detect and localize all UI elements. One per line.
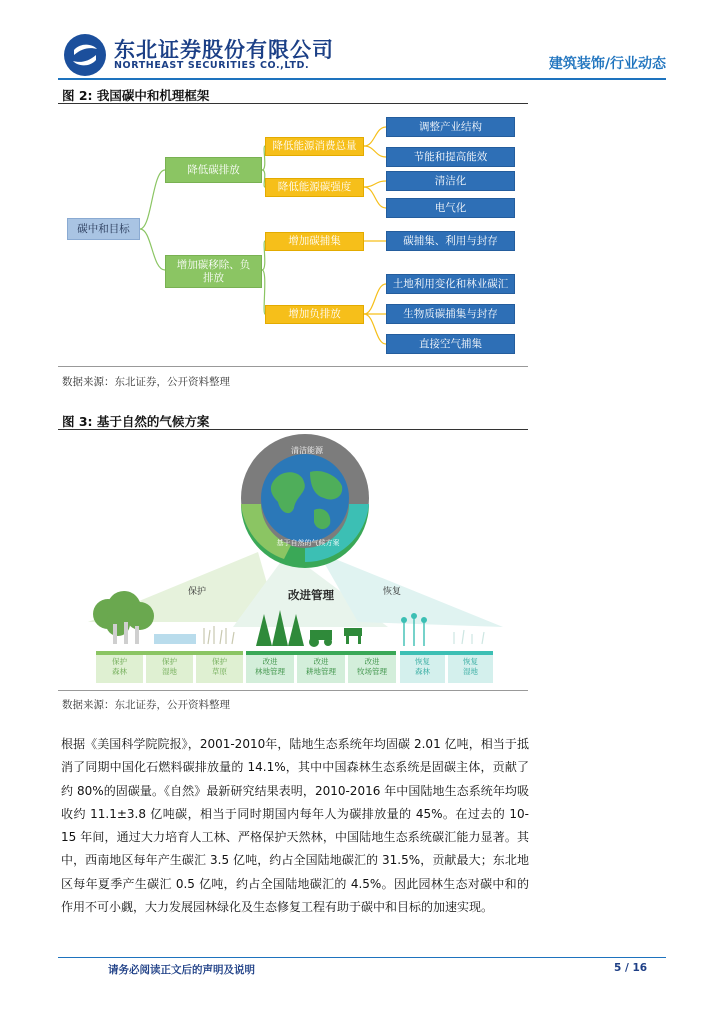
diagram-leaf-electrification: 电气化	[386, 198, 515, 218]
diagram-leaf-beccs: 生物质碳捕集与封存	[386, 304, 515, 324]
group-label-protect: 保护	[188, 587, 207, 597]
diagram-sub-energy-total: 降低能源消费总量	[265, 137, 364, 156]
figure2-title: 图 2: 我国碳中和机理框架	[62, 88, 210, 103]
figure3-source: 数据来源：东北证券，公开资料整理	[62, 699, 230, 711]
page-number: 5 / 16	[614, 962, 648, 974]
protect-color-bar	[96, 651, 243, 655]
figure2-bottom-rule	[58, 366, 528, 367]
diagram-branch-reduce-emissions: 降低碳排放	[165, 157, 262, 183]
figure2-connectors	[0, 0, 724, 400]
figure3-title-rule	[58, 429, 528, 430]
restore-color-bar	[400, 651, 493, 655]
diagram-leaf-land-forestry: 土地利用变化和林业碳汇	[386, 274, 515, 294]
ring-top-label: 清洁能源	[291, 446, 323, 455]
diagram-sub-negative-emissions: 增加负排放	[265, 305, 364, 324]
diagram-leaf-ccus: 碳捕集、利用与封存	[386, 231, 515, 251]
diagram-root-node: 碳中和目标	[67, 218, 140, 240]
diagram-leaf-dac: 直接空气捕集	[386, 334, 515, 354]
category-tile: 保护 森林	[96, 651, 143, 683]
diagram-leaf-clean: 清洁化	[386, 171, 515, 191]
category-tile: 保护 草原	[196, 651, 243, 683]
diagram-branch-carbon-removal: 增加碳移除、负排放	[165, 255, 262, 288]
footer-disclaimer: 请务必阅读正文后的声明及说明	[108, 964, 255, 976]
category-tile: 恢复 湿地	[448, 651, 493, 683]
report-sector: 建筑装饰/行业动态	[548, 56, 666, 72]
body-paragraph: 根据《美国科学院院报》，2001-2010年，陆地生态系统年均固碳 2.01 亿吨，相当于抵消了同期中国化石燃料碳排放量的 14.1%，其中中国森林生态系统是固碳主体，贡献了约 80%的固碳量。《自然》最新研究结果表明，2010-2016 年中国陆地生态系统年均吸收约 11.1±3.8 亿吨碳，相当于同时期国内每年人为碳排放量的 45%。在过去的 10-15 年间，通过大力培育人工林、严格保护天然林，中国陆地生态系统碳汇能力显著。其中，西南地区每年产生碳汇 3.5 亿吨，约占全国陆地碳汇的 31.5%，贡献最大；东北地区每年夏季产生碳汇 0.5 亿吨，约占全国陆地碳汇的 4.5%。因此园林生态对碳中和的作用不可小觑，大力发展园林绿化及生态修复工程有助于碳中和目标的加速实现。	[61, 737, 529, 915]
figure2-source: 数据来源：东北证券，公开资料整理	[62, 376, 230, 388]
category-tile: 保护 湿地	[146, 651, 193, 683]
group-label-restore: 恢复	[383, 587, 402, 597]
company-name-cn: 东北证券股份有限公司	[114, 38, 334, 62]
company-name-en: NORTHEAST SECURITIES CO.,LTD.	[114, 60, 310, 71]
category-tile: 改进 林地管理	[246, 651, 294, 683]
category-tile: 改进 牧场管理	[348, 651, 396, 683]
diagram-sub-carbon-intensity: 降低能源碳强度	[265, 178, 364, 197]
figure3-bottom-rule	[58, 690, 528, 691]
ring-bottom-label: 基于自然的气候方案	[276, 539, 340, 547]
improve-color-bar	[246, 651, 396, 655]
diagram-sub-carbon-capture: 增加碳捕集	[265, 232, 364, 251]
group-label-improve: 改进管理	[288, 588, 334, 602]
category-tile: 改进 耕地管理	[297, 651, 345, 683]
footer-divider	[58, 957, 666, 958]
category-tile: 恢复 森林	[400, 651, 445, 683]
diagram-leaf-industry-structure: 调整产业结构	[386, 117, 515, 137]
figure3-title: 图 3: 基于自然的气候方案	[62, 414, 210, 429]
diagram-leaf-energy-efficiency: 节能和提高能效	[386, 147, 515, 167]
